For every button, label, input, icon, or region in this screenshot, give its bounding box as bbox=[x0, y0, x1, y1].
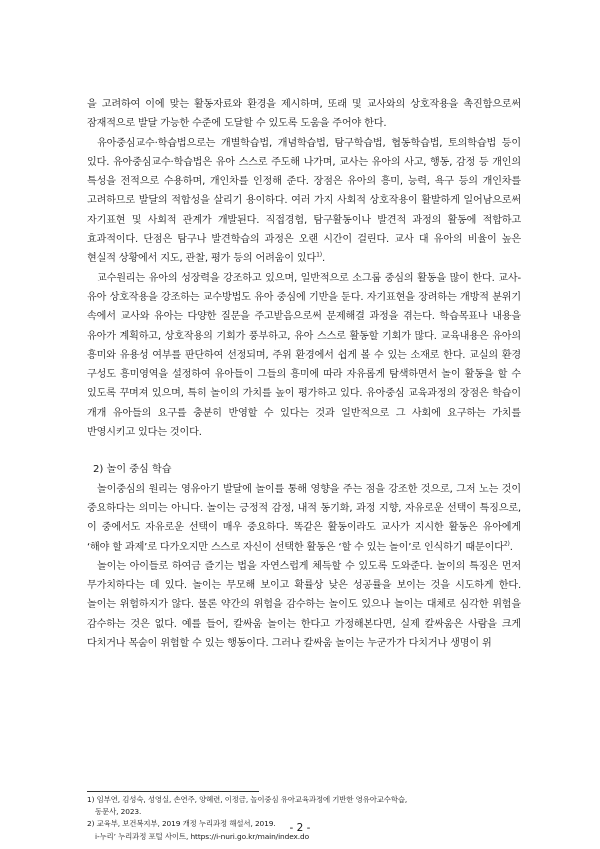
paragraph-end: . bbox=[322, 253, 326, 265]
footnote-ref-1[interactable]: 1) bbox=[316, 252, 322, 260]
paragraph-learner-centered-methods bbox=[87, 134, 521, 269]
footnote-1-line-2: 동문사, 2023. bbox=[95, 807, 142, 817]
paragraph-text: 유아중심교수·학습법으로는 개별학습법, 개념학습법, 탐구학습법, 협동학습법, 토의학습법 등이 있다. 유아중심교수·학습법은 유아 스스로 주도해 나가며, 교사는 유아의 사고, 행동, 감정 등 개인의 특성을 전적으로 수용하며, 개인차를 인정해 준다. 장점은 유아의 흥미, 능력, 욕구 등의 개인차를 고려하므로 발달의 적합성을 살리기 용이하다. 여러 가지 사회적 상호작용이 활발하게 일어남으로써 자기표현 및 사회적 관계가 개발된다. 직접경험, 탐구활동이나 발견적 과정의 활동에 적합하고 효과적이다. 단점은 탐구나 발견학습의 과정은 오랜 시간이 걸린다. 교사 대 유아의 비율이 높은 현실적 상황에서 지도, 관찰, 평가 등의 어려움이 있다 bbox=[87, 137, 521, 265]
footnote-ref-2[interactable]: 2) bbox=[503, 540, 510, 548]
paragraph-end: . bbox=[509, 541, 513, 553]
footnote-1-line-1: 1) 임부연, 김성숙, 성영실, 손연주, 양혜련, 이정금, 놀이중심 유아교육과정에 기반한 영유아교수학습, bbox=[87, 795, 408, 804]
paragraph-text: 놀이중심의 원리는 영유아기 발달에 놀이를 통해 영향을 주는 점을 강조한 것으로, 그저 노는 것이 중요하다는 의미는 아니다. 놀이는 긍정적 감정, 내적 동기화, 과정 지향, 자유로운 선택이 특징으로, 이 중에서도 자유로운 선택이 매우 중요하다. 똑같은 활동이라도 교사가 지시한 활동은 유아에게 ‘해야 할 과제’로 다가오지만 스스로 자신이 선택한 활동은 ‘할 수 있는 놀이’로 인식하기 때문이다 bbox=[87, 483, 521, 553]
footnote-2-line-2[interactable]: i-누리’ 누리과정 포털 사이트, https://i-nuri.go.kr/main/index.do bbox=[95, 831, 310, 841]
body-text bbox=[87, 95, 521, 653]
paragraph-continuation: 을 고려하여 이에 맞는 활동자료와 환경을 제시하며, 또래 및 교사와의 상호작용을 촉진함으로써 잠재적으로 발달 가능한 수준에 도달할 수 있도록 도움을 주어야 한다. bbox=[87, 99, 521, 130]
footnote-1 bbox=[87, 794, 521, 818]
paragraph-teaching-principles: 교수원리는 유아의 성장력을 강조하고 있으며, 일반적으로 소그룹 중심의 활동을 많이 한다. 교사-유아 상호작용을 강조하는 교수방법도 유아 중심에 기반을 둔다. 자기표현을 장려하는 개방적 분위기 속에서 교사와 유아는 다양한 질문을 주고받음으로써 문제해결 과정을 겪는다. 학습목표나 내용을 유아가 계획하고, 상호작용의 기회가 풍부하고, 유아 스스로 활동할 기회가 많다. 교육내용은 유아의 흥미와 유용성 여부를 판단하여 선정되며, 주위 환경에서 쉽게 볼 수 있는 소재로 한다. 교실의 환경 구성도 흥미영역을 설정하여 유아들이 그들의 흥미에 따라 자유롭게 탐색하면서 놀이 활동을 할 수 있도록 꾸며져 있으며, 특히 놀이의 가치를 높이 평가하고 있다. 유아중심 교육과정의 장점은 학습이 개개 유아들의 요구를 충분히 반영할 수 있다는 것과 일반적으로 그 사회에 요구하는 가치를 반영시키고 있다는 것이다. bbox=[87, 272, 521, 439]
section-spacer bbox=[87, 442, 521, 460]
footnotes bbox=[87, 794, 521, 843]
section-heading-play-centered: 2) 놀이 중심 학습 bbox=[93, 464, 172, 476]
footnote-divider bbox=[87, 791, 259, 792]
paragraph-play-principle bbox=[87, 480, 521, 557]
paragraph-play-characteristics: 놀이는 아이들로 하여금 즐기는 법을 자연스럽게 체득할 수 있도록 도와준다. 놀이의 특징은 먼저 무가치하다는 데 있다. 놀이는 무모해 보이고 확률상 낮은 성공률을 보이는 것을 시도하게 한다. 놀이는 위험하지가 않다. 물론 약간의 위험을 감수하는 놀이도 있으나 놀이는 대체로 심각한 위험을 감수하는 것은 없다. 예를 들어, 칼싸움 놀이는 한다고 가정해본다면, 실제 칼싸움은 사람을 크게 다치거나 목숨이 위험할 수 있는 행동이다. 그러나 칼싸움 놀이는 누군가가 다치거나 생명이 위 bbox=[87, 560, 521, 650]
footnote-2-line-1: 2) 교육부, 보건복지부, 2019 개정 누리과정 해설서, 2019. bbox=[87, 819, 276, 829]
page-number: - 2 - bbox=[289, 822, 311, 834]
